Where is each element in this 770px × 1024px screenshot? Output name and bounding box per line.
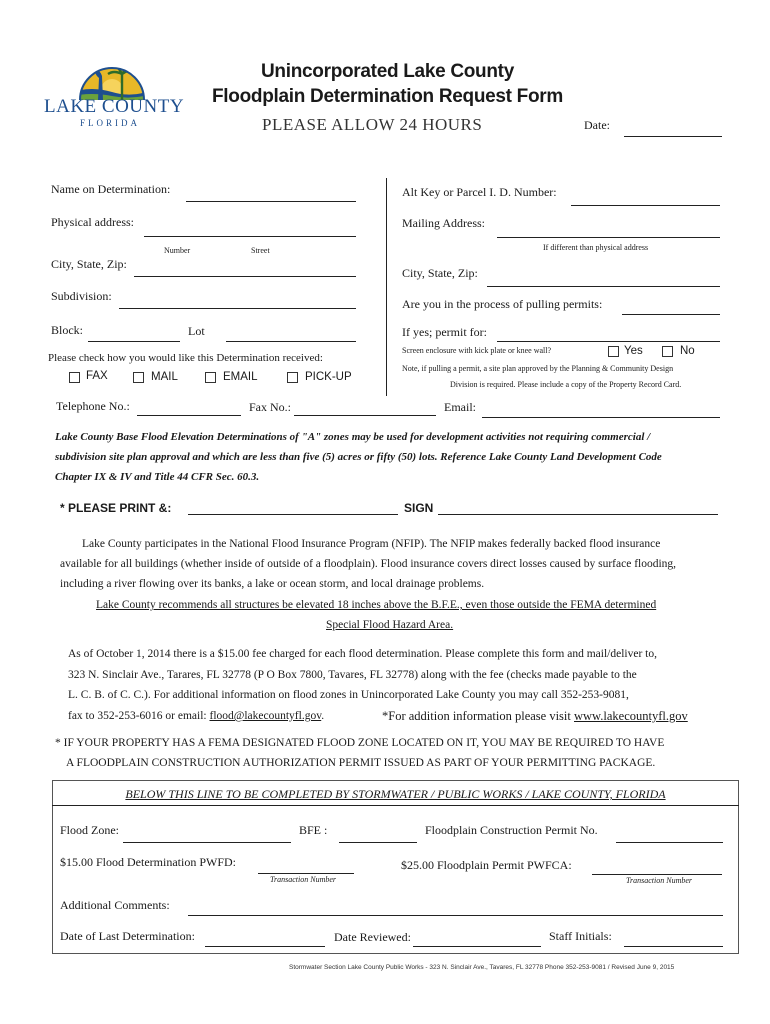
pwfca-label: $25.00 Floodplain Permit PWFCA:	[401, 858, 572, 872]
logo-org-name: LAKE COUNTY	[44, 96, 185, 117]
bfe-field[interactable]	[339, 842, 417, 843]
bfe-notice-line1: Lake County Base Flood Elevation Determinations of "A" zones may be used for development activities not requiring commercial /	[55, 431, 651, 443]
fax-email-suffix: .	[321, 710, 325, 722]
mail-option-label: MAIL	[151, 371, 178, 383]
pulling-permits-label: Are you in the process of pulling permits:	[402, 297, 603, 311]
physical-address-label: Physical address:	[51, 215, 134, 229]
right-city-state-zip-label: City, State, Zip:	[402, 266, 478, 280]
fax-email-prefix: fax to 352-253-6016 or email:	[68, 710, 207, 722]
yes-option-label: Yes	[624, 345, 643, 357]
allow-24-hours-notice: PLEASE ALLOW 24 HOURS	[262, 115, 483, 134]
fee-paragraph-line2: 323 N. Sinclair Ave., Tarares, FL 32778 (P O Box 7800, Tavares, FL 32778) along with the fee (checks made payable to the	[68, 669, 637, 681]
fema-warning-line2: A FLOODPLAIN CONSTRUCTION AUTHORIZATION PERMIT ISSUED AS PART OF YOUR PERMITTING PACKAGE.	[66, 757, 656, 769]
website-link[interactable]: www.lakecountyfl.gov	[574, 709, 688, 723]
date-label: Date:	[584, 118, 610, 132]
number-hint: Number	[164, 246, 191, 255]
nfip-paragraph-line1: Lake County participates in the National Flood Insurance Program (NFIP). The NFIP makes federally backed flood insurance	[82, 538, 661, 550]
print-name-field[interactable]	[188, 514, 398, 515]
site-plan-note-line1: Note, if pulling a permit, a site plan approved by the Planning & Community Design	[402, 364, 674, 373]
block-label: Block:	[51, 323, 83, 337]
fee-paragraph-line3: L. C. B. of C. C.). For additional information on flood zones in Unincorporated Lake County you may call 352-253-9081,	[68, 689, 629, 701]
pwfd-field[interactable]	[258, 873, 354, 874]
city-state-zip-label: City, State, Zip:	[51, 257, 127, 271]
pickup-checkbox[interactable]	[287, 372, 298, 383]
column-divider	[386, 178, 387, 396]
flood-email-link[interactable]: flood@lakecountyfl.gov	[209, 710, 322, 722]
fema-warning-line1: * IF YOUR PROPERTY HAS A FEMA DESIGNATED FLOOD ZONE LOCATED ON IT, YOU MAY BE REQUIRED TO HAVE	[55, 737, 665, 749]
telephone-label: Telephone No.:	[56, 399, 130, 413]
fax-number-field[interactable]	[294, 415, 436, 416]
office-use-heading: BELOW THIS LINE TO BE COMPLETED BY STORMWATER / PUBLIC WORKS / LAKE COUNTY, FLORIDA	[125, 787, 666, 801]
receive-method-label: Please check how you would like this Determination received:	[48, 352, 323, 364]
pulling-permits-field[interactable]	[622, 314, 720, 315]
email-field[interactable]	[482, 417, 720, 418]
email-label: Email:	[444, 400, 476, 414]
alt-key-label: Alt Key or Parcel I. D. Number:	[402, 185, 557, 199]
fax-number-label: Fax No.:	[249, 400, 291, 414]
form-title-line2: Floodplain Determination Request Form	[212, 86, 563, 107]
staff-initials-label: Staff Initials:	[549, 929, 612, 943]
last-determination-field[interactable]	[205, 946, 325, 947]
fee-paragraph-line1: As of October 1, 2014 there is a $15.00 fee charged for each flood determination. Please complete this form and mail/deliver to,	[68, 648, 657, 660]
permit-for-label: If yes; permit for:	[402, 325, 487, 339]
bfe-notice-line2: subdivision site plan approval and which are less than five (5) acres or fifty (50) lots. Reference Lake County Land Development Code	[55, 451, 662, 463]
pwfca-transaction-hint: Transaction Number	[626, 876, 693, 885]
fax-option-label: FAX	[86, 370, 108, 382]
email-option-label: EMAIL	[223, 371, 258, 383]
permit-for-field[interactable]	[497, 341, 720, 342]
office-heading-rule	[52, 805, 739, 806]
pickup-option-label: PICK-UP	[305, 371, 352, 383]
subdivision-field[interactable]	[119, 308, 356, 309]
elevation-recommendation-line2: Special Flood Hazard Area.	[326, 619, 454, 631]
alt-key-field[interactable]	[571, 205, 720, 206]
city-state-zip-field[interactable]	[134, 276, 356, 277]
sign-label: SIGN	[404, 501, 434, 515]
screen-enclosure-label: Screen enclosure with kick plate or knee wall?	[402, 346, 552, 355]
logo-org-sub: FLORIDA	[80, 118, 141, 128]
pwfd-transaction-hint: Transaction Number	[270, 875, 337, 884]
subdivision-label: Subdivision:	[51, 289, 112, 303]
fax-checkbox[interactable]	[69, 372, 80, 383]
fee-paragraph-line4	[68, 706, 324, 726]
flood-zone-label: Flood Zone:	[60, 823, 119, 837]
mailing-address-hint: If different than physical address	[543, 243, 649, 252]
construction-permit-field[interactable]	[616, 842, 723, 843]
footer-text: Stormwater Section Lake County Public Works - 323 N. Sinclair Ave., Tavares, FL 32778 Phone 352-253-9081 / Revised June 9, 2015	[289, 964, 675, 971]
bfe-label: BFE :	[299, 823, 328, 837]
form-title-line1: Unincorporated Lake County	[261, 61, 514, 82]
mail-checkbox[interactable]	[133, 372, 144, 383]
nfip-paragraph-line2: available for all buildings (whether inside of outside of a floodplain). Flood insurance covers direct losses caused by surface flooding,	[60, 558, 677, 570]
last-determination-label: Date of Last Determination:	[60, 929, 195, 943]
please-print-label: * PLEASE PRINT &:	[60, 501, 172, 515]
flood-zone-field[interactable]	[123, 842, 291, 843]
additional-comments-label: Additional Comments:	[60, 898, 170, 912]
date-reviewed-field[interactable]	[413, 946, 541, 947]
street-hint: Street	[251, 246, 270, 255]
pwfd-label: $15.00 Flood Determination PWFD:	[60, 855, 236, 869]
pwfca-field[interactable]	[592, 874, 722, 875]
yes-checkbox[interactable]	[608, 346, 619, 357]
website-prefix: *For addition information please visit	[382, 709, 571, 723]
physical-address-field[interactable]	[144, 236, 356, 237]
mailing-address-field[interactable]	[497, 237, 720, 238]
no-checkbox[interactable]	[662, 346, 673, 357]
lot-field[interactable]	[226, 341, 356, 342]
telephone-field[interactable]	[137, 415, 241, 416]
signature-field[interactable]	[438, 514, 718, 515]
date-field[interactable]	[624, 136, 722, 137]
block-field[interactable]	[88, 341, 180, 342]
lot-label: Lot	[188, 324, 205, 338]
additional-comments-field[interactable]	[188, 915, 723, 916]
no-option-label: No	[680, 345, 695, 357]
right-city-state-zip-field[interactable]	[487, 286, 720, 287]
bfe-notice-line3: Chapter IX & IV and Title 44 CFR Sec. 60.3.	[55, 471, 260, 483]
construction-permit-label: Floodplain Construction Permit No.	[425, 823, 598, 837]
site-plan-note-line2: Division is required. Please include a copy of the Property Record Card.	[450, 380, 682, 389]
nfip-paragraph-line3: including a river flowing over its banks, a lake or ocean storm, and local drainage problems.	[60, 578, 485, 590]
name-on-determination-label: Name on Determination:	[51, 182, 171, 196]
name-on-determination-field[interactable]	[186, 201, 356, 202]
date-reviewed-label: Date Reviewed:	[334, 930, 411, 944]
staff-initials-field[interactable]	[624, 946, 723, 947]
elevation-recommendation-line1: Lake County recommends all structures be elevated 18 inches above the B.F.E., even those outside the FEMA determined	[96, 599, 657, 611]
mailing-address-label: Mailing Address:	[402, 216, 485, 230]
email-checkbox[interactable]	[205, 372, 216, 383]
website-line	[382, 706, 688, 726]
